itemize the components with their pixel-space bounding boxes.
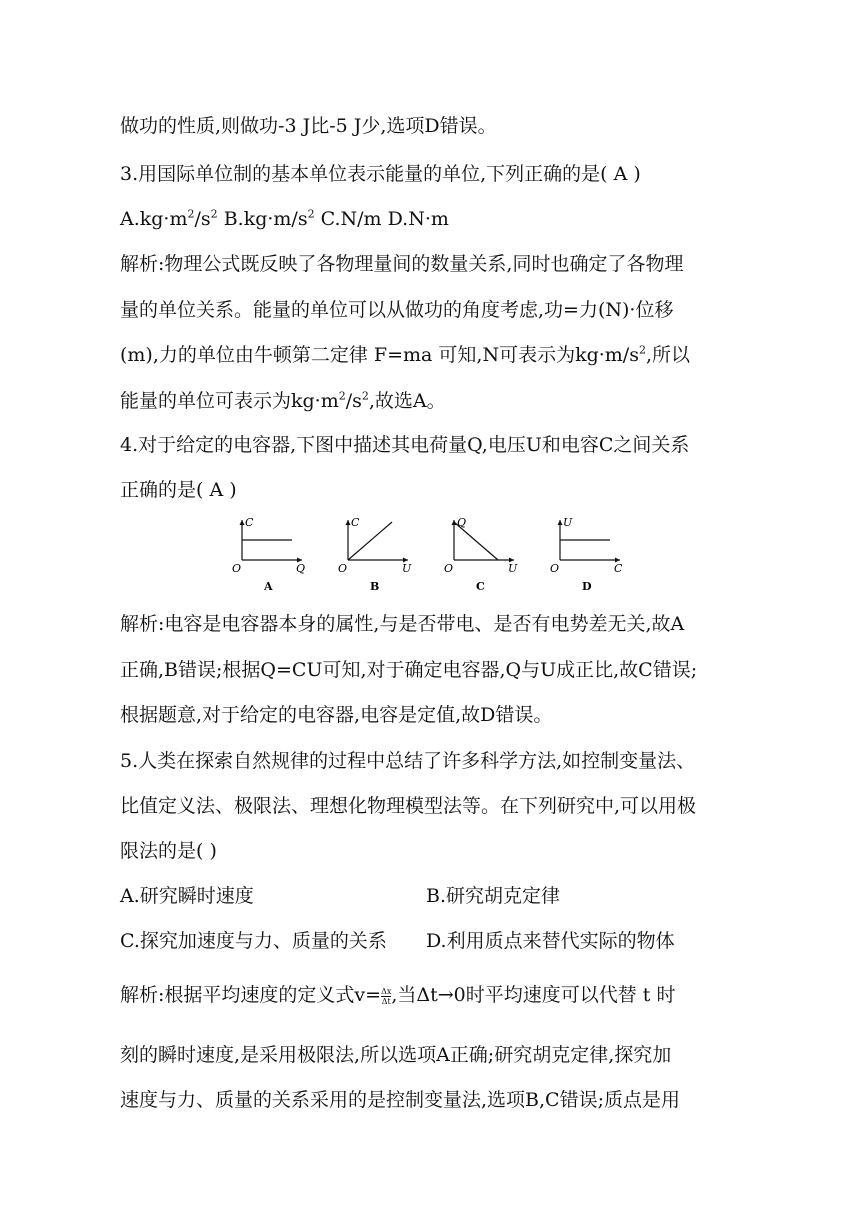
fraction: $\frac{\Delta x}{\Delta t}$	[381, 986, 392, 1006]
y-axis-label: Q	[457, 516, 467, 529]
option-text: C.N/m D.N·m	[314, 208, 449, 230]
option-d: D.利用质点来替代实际的物体	[426, 930, 675, 952]
text-line: 刻的瞬时速度,是采用极限法,所以选项A正确;研究胡克定律,探究加	[120, 1044, 672, 1066]
graph-caption: A	[264, 580, 273, 592]
text-line: 做功的性质,则做功-3 J比-5 J少,选项D错误。	[120, 115, 497, 137]
text-line: 限法的是( )	[120, 840, 217, 862]
option-c: C.探究加速度与力、质量的关系	[120, 930, 387, 952]
origin-label: O	[338, 562, 348, 575]
option-text: B.kg·m/s	[217, 208, 308, 230]
y-axis-label: U	[563, 516, 573, 529]
origin-label: O	[550, 562, 560, 575]
origin-label: O	[232, 562, 242, 575]
text-line: 速度与力、质量的关系采用的是控制变量法,选项B,C错误;质点是用	[120, 1089, 680, 1111]
y-axis-label: C	[351, 516, 360, 529]
text-line: 根据题意,对于给定的电容器,电容是定值,故D错误。	[120, 704, 553, 726]
option-b: B.研究胡克定律	[426, 885, 561, 907]
x-axis-label: C	[614, 562, 623, 575]
text-line: 正确的是( A )	[120, 479, 237, 501]
text-line: 能量的单位可表示为$kg\cdot m^2/s^2$,故选A。	[120, 389, 446, 412]
text-line: (m),力的单位由牛顿第二定律 F=ma 可知,N可表示为$kg\cdot m/s^2$,所以	[120, 343, 691, 366]
text-line: 比值定义法、极限法、理想化物理模型法等。在下列研究中,可以用极	[120, 795, 697, 817]
text-line: 量的单位关系。能量的单位可以从做功的角度考虑,功=力(N)·位移	[120, 299, 674, 321]
graph-caption: B	[370, 580, 380, 592]
graph-caption: D	[582, 580, 592, 592]
option-text: A.kg·m	[120, 208, 188, 230]
option-text: /s	[194, 208, 211, 230]
y-axis-arrow	[558, 520, 563, 525]
question-3: 3.用国际单位制的基本单位表示能量的单位,下列正确的是( A )	[120, 163, 641, 185]
text-line: 解析:物理公式既反映了各物理量间的数量关系,同时也确定了各物理	[120, 253, 684, 275]
option-a: A.研究瞬时速度	[120, 885, 254, 907]
qcu-graphs	[228, 512, 648, 592]
text-line: 解析:根据平均速度的定义式v= $\frac{\Delta x}{\Delta t}$ ,当Δt→0时平均速度可以代替 t 时	[120, 984, 676, 1006]
y-axis-arrow	[346, 520, 351, 525]
x-axis-label: Q	[296, 562, 306, 575]
text-line: 正确,B错误;根据Q=CU可知,对于确定电容器,Q与U成正比,故C错误;	[120, 659, 698, 681]
graphs-svg	[228, 512, 648, 592]
y-axis-label: C	[245, 516, 254, 529]
text-line: 解析:电容是电容器本身的属性,与是否带电、是否有电势差无关,故A	[120, 613, 685, 635]
graph-caption: C	[476, 580, 485, 592]
y-axis-arrow	[240, 520, 245, 525]
x-axis-label: U	[402, 562, 412, 575]
x-axis-label: U	[508, 562, 518, 575]
question-5: 5.人类在探索自然规律的过程中总结了许多科学方法,如控制变量法、	[120, 750, 696, 772]
question-3-options: $A.kg\cdot m^2/s^2$ $B.kg\cdot m/s^2$ C.N/m D.N·m	[120, 207, 449, 230]
origin-label: O	[444, 562, 454, 575]
question-4: 4.对于给定的电容器,下图中描述其电荷量Q,电压U和电容C之间关系	[120, 434, 690, 456]
